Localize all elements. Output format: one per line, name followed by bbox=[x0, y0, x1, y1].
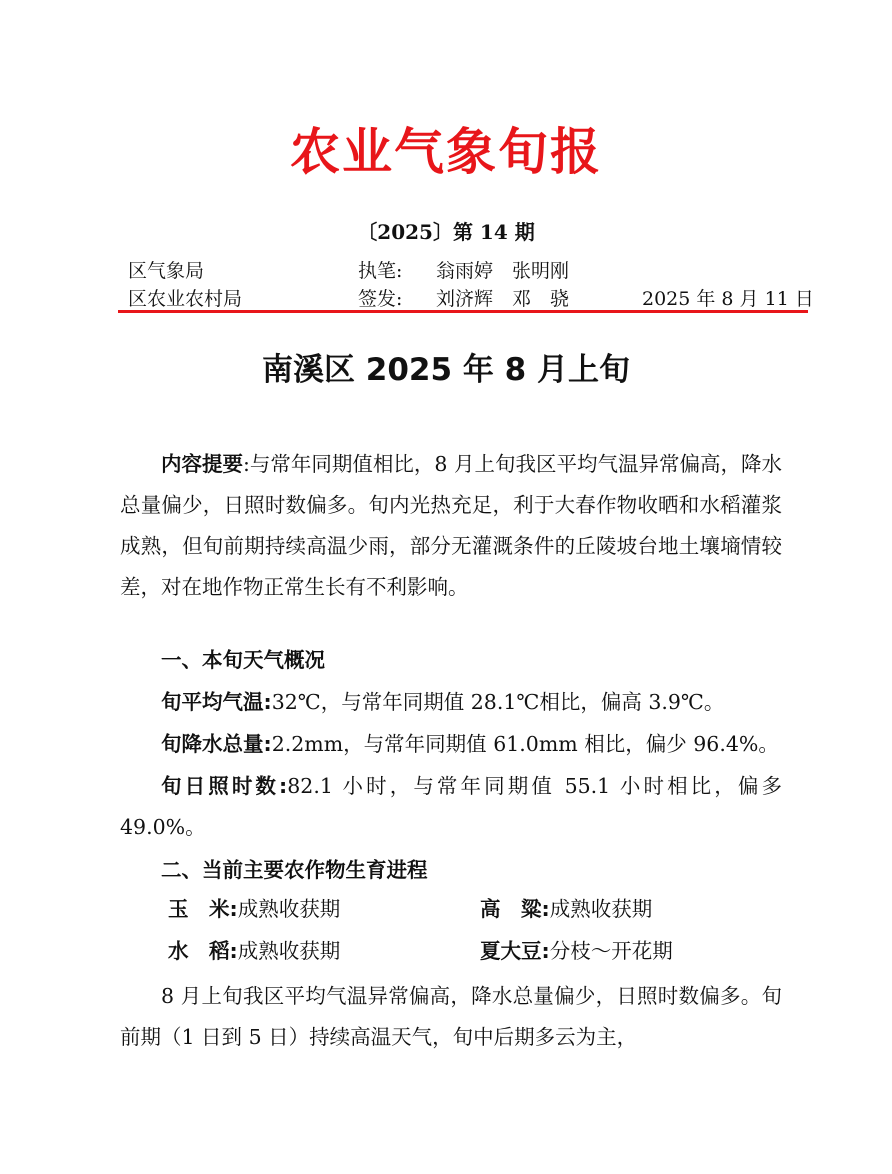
crop-name: 玉 米: bbox=[168, 897, 238, 921]
precipitation-text: 2.2mm，与常年同期值 61.0mm 相比，偏少 96.4%。 bbox=[271, 732, 779, 756]
crop-soybean bbox=[480, 934, 673, 964]
org-agriculture-bureau: 区农业农村局 bbox=[128, 288, 243, 310]
writer-label: 执笔: bbox=[358, 260, 403, 282]
crop-name: 水 稻: bbox=[168, 939, 238, 963]
temperature-label: 旬平均气温: bbox=[161, 690, 272, 714]
section1-heading: 一、本旬天气概况 bbox=[161, 648, 325, 672]
temperature-text: 32℃，与常年同期值 28.1℃相比，偏高 3.9℃。 bbox=[271, 690, 725, 714]
temperature-line bbox=[120, 682, 782, 723]
summary-label: 内容提要 bbox=[161, 452, 244, 476]
crop-rice bbox=[168, 934, 340, 964]
precipitation-label: 旬降水总量: bbox=[161, 732, 272, 756]
sunshine-text: 82.1 小时，与常年同期值 55.1 小时相比，偏多 49.0%。 bbox=[120, 774, 782, 839]
crop-stage: 分枝～开花期 bbox=[549, 939, 673, 963]
masthead-title: 农业气象旬报 bbox=[290, 123, 602, 181]
crop-corn bbox=[168, 892, 340, 922]
crop-stage: 成熟收获期 bbox=[549, 897, 653, 921]
sunshine-label: 旬日照时数: bbox=[161, 774, 288, 798]
org-weather-bureau: 区气象局 bbox=[128, 260, 205, 282]
summary-paragraph bbox=[120, 444, 782, 608]
sunshine-line bbox=[120, 766, 782, 848]
growth-paragraph: 8 月上旬我区平均气温异常偏高，降水总量偏少，日照时数偏多。旬前期（1 日到 5 日）持续高温天气，旬中后期多云为主， bbox=[120, 984, 782, 1049]
header-divider bbox=[118, 310, 808, 313]
crop-name: 夏大豆: bbox=[480, 939, 550, 963]
crop-stage: 成熟收获期 bbox=[237, 939, 341, 963]
summary-text: :与常年同期值相比，8 月上旬我区平均气温异常偏高，降水总量偏少，日照时数偏多。旬内光热充足，利于大春作物收晒和水稻灌浆成熟，但旬前期持续高温少雨，部分无灌溉条件的丘陵坡台地土壤墒情较差，对在地作物正常生长有不利影响。 bbox=[120, 452, 783, 599]
issue-date: 2025 年 8 月 11 日 bbox=[642, 288, 814, 310]
issue-number: 〔2025〕第 14 期 bbox=[357, 220, 535, 244]
report-title: 南溪区 2025 年 8 月上旬 bbox=[261, 352, 631, 388]
section2-heading: 二、当前主要农作物生育进程 bbox=[161, 858, 428, 882]
issuer-label: 签发: bbox=[358, 288, 403, 310]
issuer-names: 刘济辉 邓 骁 bbox=[436, 288, 570, 310]
crop-name: 高 粱: bbox=[480, 897, 550, 921]
writer-names: 翁雨婷 张明刚 bbox=[436, 260, 570, 282]
crop-stage: 成熟收获期 bbox=[237, 897, 341, 921]
precipitation-line bbox=[120, 724, 782, 765]
crop-sorghum bbox=[480, 892, 652, 922]
